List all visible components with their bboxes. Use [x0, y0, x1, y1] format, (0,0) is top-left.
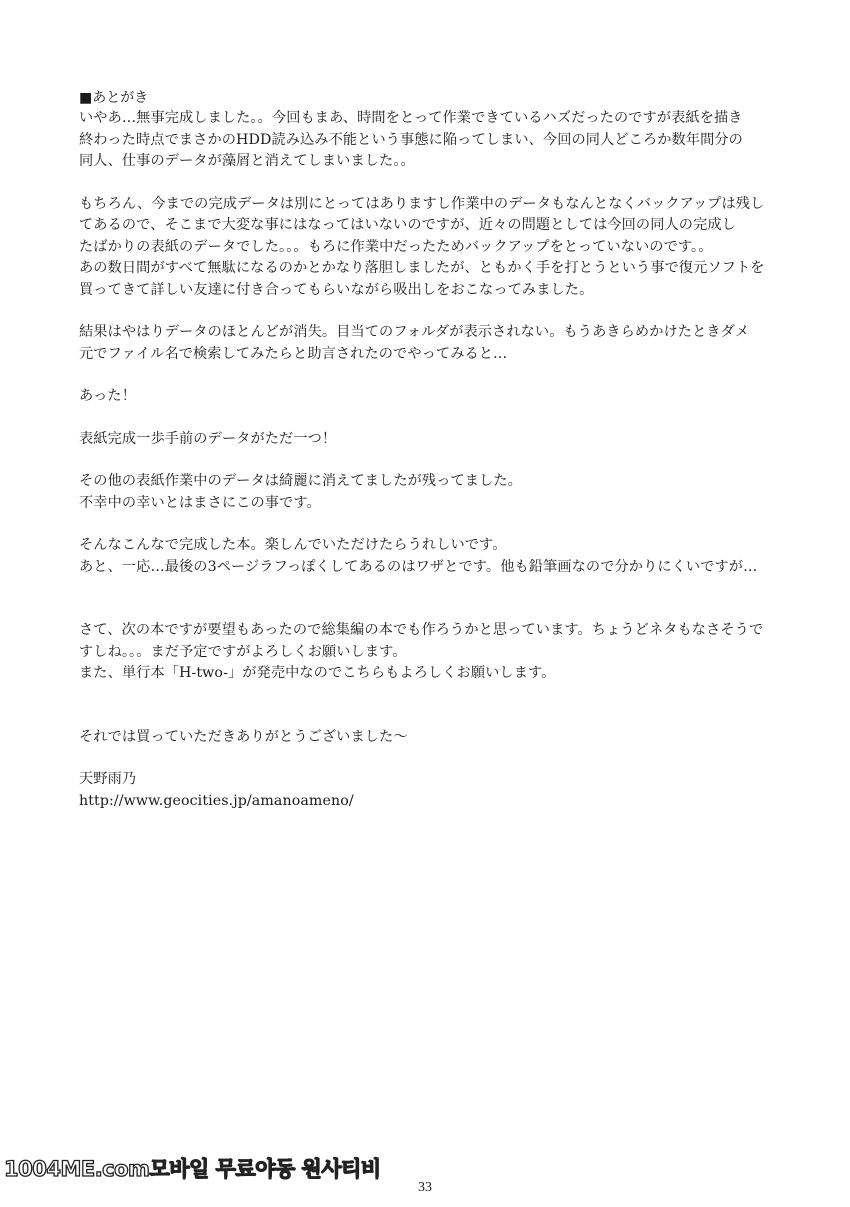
afterword-heading: ■あとがき — [79, 90, 149, 106]
paragraph-4 — [79, 386, 799, 408]
afterword-text-block — [79, 88, 799, 812]
paragraph-2 — [79, 194, 799, 302]
text-line: その他の表紙作業中のデータは綺麗に消えてましたが残ってました。 — [79, 473, 522, 489]
text-line: 同人、仕事のデータが藻屑と消えてしまいました。。 — [79, 153, 415, 169]
paragraph-8 — [79, 620, 799, 685]
site-watermark: 1004ME.com모바일 무료야동 원사티비 — [4, 1157, 381, 1181]
text-line: また、単行本「H-two-」が発売中なのでこちらもよろしくお願いします。 — [79, 665, 556, 681]
paragraph-9 — [79, 727, 799, 749]
paragraph-5 — [79, 429, 799, 451]
text-line: そんなこんなで完成した本。楽しんでいただけたらうれしいです。 — [79, 537, 507, 553]
text-line: 表紙完成一歩手前のデータがただ一つ！ — [79, 430, 337, 447]
text-line: すしね。。。まだ予定ですがよろしくお願いします。 — [79, 643, 407, 660]
paragraph-1 — [79, 108, 799, 173]
text-line: さて、次の本ですが要望もあったので総集編の本でも作ろうかと思っています。ちょうどネタもなさそうで — [79, 622, 764, 638]
text-line: それでは買っていただきありがとうございました～ — [79, 728, 408, 745]
text-line: 終わった時点でまさかのHDD読み込み不能という事態に陥ってしまい、今回の同人どころか数年間分の — [79, 131, 743, 148]
author-url[interactable]: http://www.geocities.jp/amanoameno/ — [79, 792, 354, 809]
text-line: てあるので、そこまで大変な事にはなってはいないのですが、近々の問題としては今回の同人の完成し — [79, 217, 736, 233]
author-name: 天野雨乃 — [79, 771, 137, 787]
paragraph-3 — [79, 322, 799, 365]
text-line: 不幸中の幸いとはまさにこの事です。 — [79, 494, 321, 511]
paragraph-7 — [79, 535, 799, 578]
text-line: いやあ…無事完成しました。。今回もまあ、時間をとって作業できているハズだったのですが表紙を描き — [79, 110, 743, 126]
text-line: 買ってきて詳しい友達に付き合ってもらいながら吸出しをおこなってみました。 — [79, 281, 594, 298]
text-line: あの数日間がすべて無駄になるのかとかなり落胆しましたが、ともかく手を打とうという事で復元ソフトを — [79, 260, 765, 276]
text-line: 元でファイル名で検索してみたらと助言されたのでやってみると… — [79, 345, 508, 362]
text-line: あと、一応…最後の3ページラフっぽくしてあるのはワザとです。他も鉛筆画なので分かりにくいですが… — [79, 558, 758, 575]
text-line: あった！ — [79, 388, 137, 404]
text-line: 結果はやはりデータのほとんどが消失。目当てのフォルダが表示されない。もうあきらめかけたときダメ — [79, 324, 750, 340]
paragraph-6 — [79, 471, 799, 514]
text-line: たばかりの表紙のデータでした。。。もろに作業中だったためバックアップをとっていないのです。。 — [79, 238, 713, 255]
signature — [79, 769, 799, 812]
text-line: もちろん、今までの完成データは別にとってはありますし作業中のデータもなんとなくバックアップは残し — [79, 195, 765, 212]
page-number: 33 — [418, 1180, 432, 1195]
